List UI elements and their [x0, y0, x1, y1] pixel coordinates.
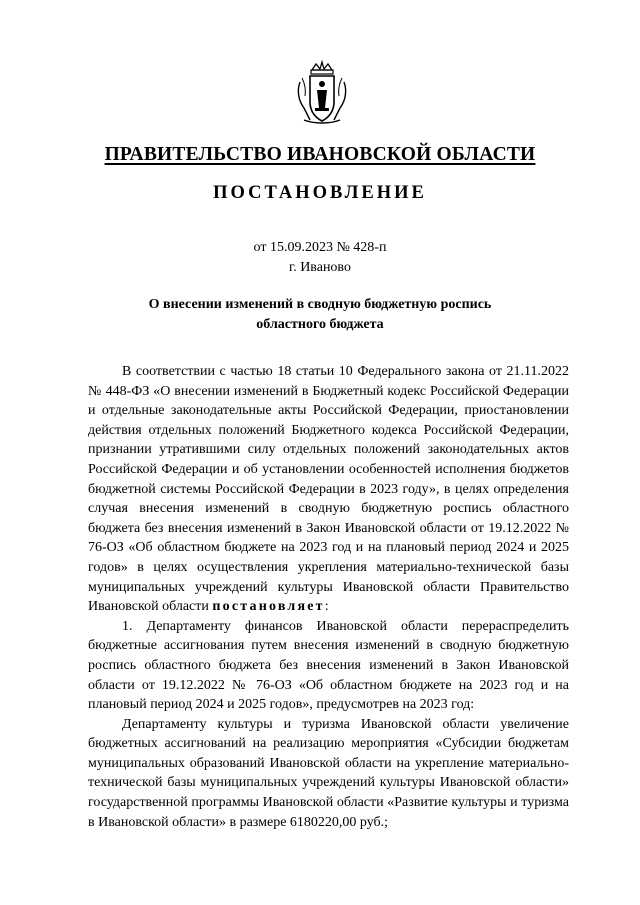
ivanovo-coat-of-arms-icon — [296, 60, 348, 126]
document-body — [88, 362, 569, 832]
decides-colon: : — [324, 599, 329, 615]
item-1-paragraph: 1. Департаменту финансов Ивановской области перераспределить бюджетные ассигнования путем внесения изменений в сводную бюджетную роспись областного бюджета без внесения изменений в Закон Ивановской области от 19.12.2022 № 76-ОЗ «Об областном бюджете на 2023 год и на плановый период 2024 и 2025 годов», предусмотрев на 2023 год: — [88, 618, 569, 713]
subject-line-2: областного бюджета — [256, 317, 384, 332]
document-meta — [0, 238, 640, 278]
government-name: ПРАВИТЕЛЬСТВО ИВАНОВСКОЙ ОБЛАСТИ — [104, 144, 536, 165]
subject-line-1: О внесении изменений в сводную бюджетную роспись — [148, 297, 492, 312]
city: г. Иваново — [289, 260, 351, 275]
document-subject — [0, 295, 640, 335]
preamble-paragraph — [88, 362, 569, 617]
decides-word: постановляет — [212, 599, 325, 615]
item-1-detail-paragraph: Департаменту культуры и туризма Ивановской области увеличение бюджетных ассигнований на реализацию мероприятия «Субсидии бюджетам муниципальных образований Ивановской области на укрепление материально-технической базы муниципальных учреждений культуры Ивановской области» государственной программы Ивановской области «Развитие культуры и туризма в Ивановской области» в размере 6180220,00 руб.; — [88, 716, 569, 830]
preamble-text: В соответствии с частью 18 статьи 10 Федерального закона от 21.11.2022 № 448-ФЗ «О внесении изменений в Бюджетный кодекс Российской Федерации и отдельные законодательные акты Российской Федерации, приостановлении действия отдельных положений Бюджетного кодекса Российской Федерации, признании утратившими силу отдельных положений законодательных актов Российской Федерации и об установлении особенностей исполнения бюджетов бюджетной системы Российской Федерации в 2023 году», в целях определения случая внесения изменений в сводную бюджетную роспись областного бюджета без внесения изменений в Закон Ивановской области от 19.12.2022 № 76-ОЗ «Об областном бюджете на 2023 год и на плановый период 2024 и 2025 годов» в целях осуществления укрепления материально-технической базы муниципальных учреждений культуры Ивановской области Правительство Ивановской области — [88, 364, 569, 615]
date-number: от 15.09.2023 № 428-п — [253, 240, 387, 255]
document-type-title: ПОСТАНОВЛЕНИЕ — [213, 183, 427, 203]
